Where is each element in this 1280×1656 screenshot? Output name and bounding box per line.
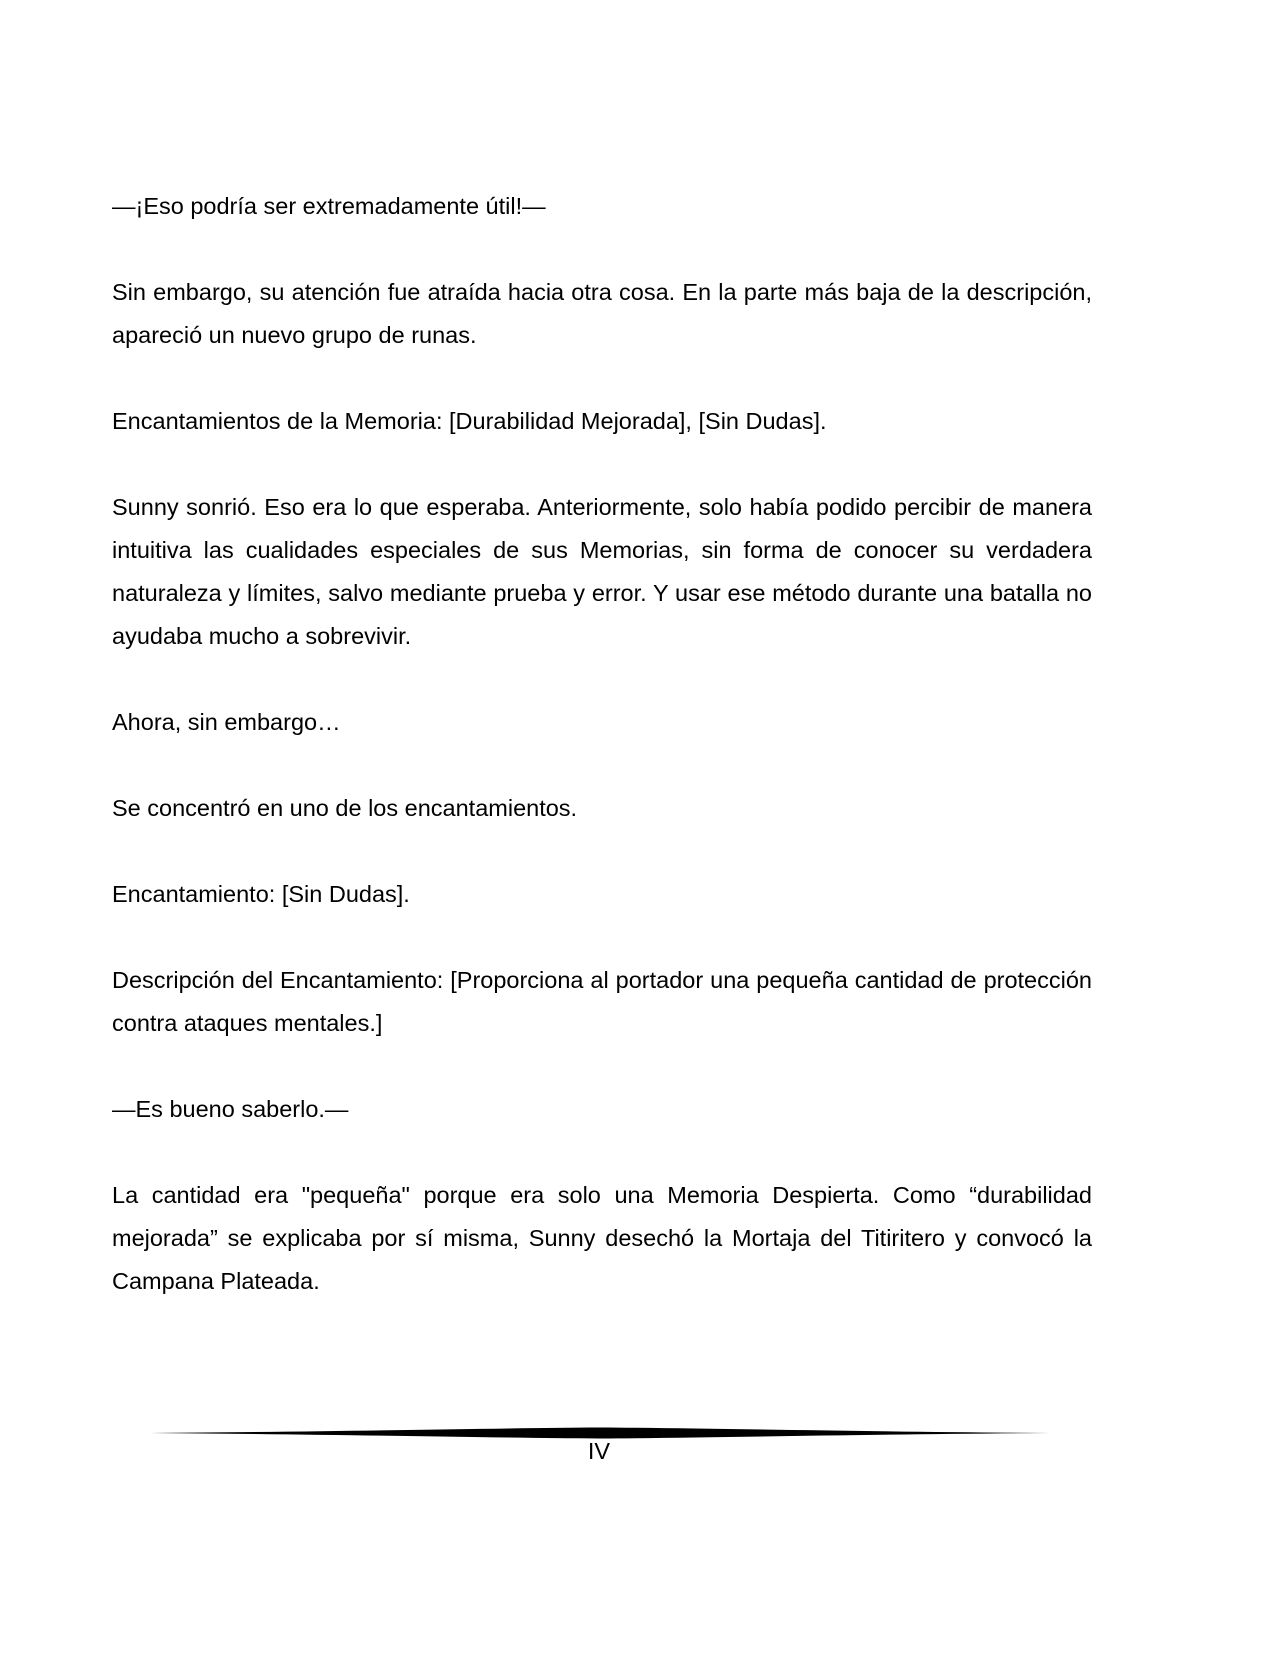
paragraph-enchantment-name: Encantamiento: [Sin Dudas].	[112, 881, 410, 907]
page-number: IV	[587, 1438, 611, 1464]
paragraph-enchantment-description: Descripción del Encantamiento: [Proporciona al portador una pequeña cantidad de protección contra ataques mentales.]	[112, 967, 1092, 1036]
paragraph-quantity: La cantidad era "pequeña" porque era solo una Memoria Despierta. Como “durabilidad mejorada” se explicaba por sí misma, Sunny desechó la Mortaja del Titiritero y convocó la Campana Plateada.	[112, 1182, 1092, 1294]
paragraph-exclamation: —¡Eso podría ser extremadamente útil!—	[112, 193, 546, 219]
paragraph-now-however: Ahora, sin embargo…	[112, 709, 341, 735]
paragraph-sunny-smiled: Sunny sonrió. Eso era lo que esperaba. Anteriormente, solo había podido percibir de manera intuitiva las cualidades especiales de sus Memorias, sin forma de conocer su verdadera naturaleza y límites, salvo mediante prueba y error. Y usar ese método durante una batalla no ayudaba mucho a sobrevivir.	[112, 494, 1092, 649]
paragraph-enchantments-list: Encantamientos de la Memoria: [Durabilidad Mejorada], [Sin Dudas].	[112, 408, 827, 434]
paragraph-concentrated: Se concentró en uno de los encantamientos.	[112, 795, 578, 821]
paragraph-runes: Sin embargo, su atención fue atraída hacia otra cosa. En la parte más baja de la descripción, apareció un nuevo grupo de runas.	[112, 279, 1092, 348]
paragraph-good-to-know: —Es bueno saberlo.—	[112, 1096, 349, 1122]
